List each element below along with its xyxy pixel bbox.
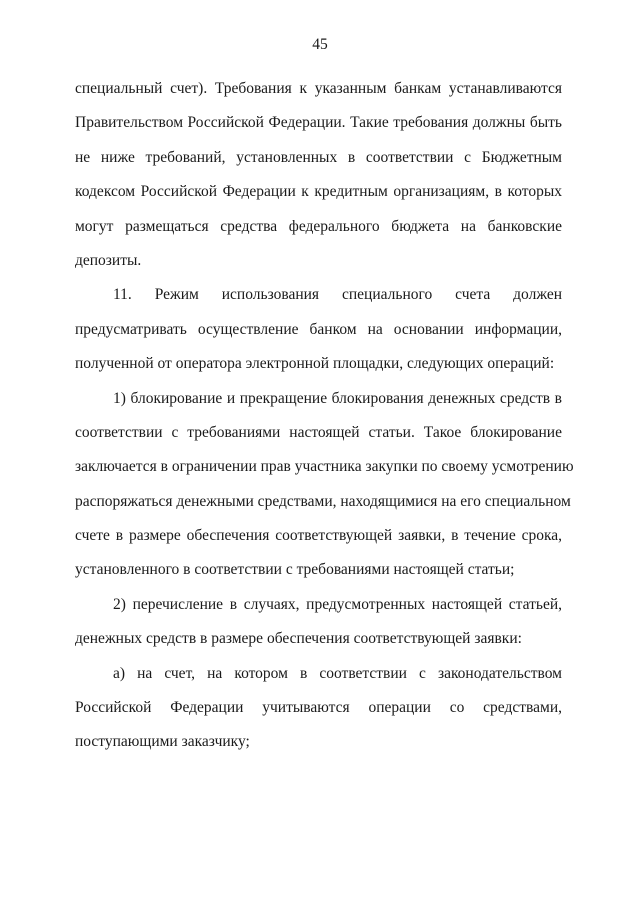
text-line: поступающими заказчику; (75, 733, 250, 751)
text-line: могут размещаться средства федерального бюджета на банковские (75, 217, 562, 235)
text-line: счете в размере обеспечения соответствующей заявки, в течение срока, (75, 527, 562, 545)
text-line: 11. Режим использования специального счета должен (113, 286, 562, 304)
text-line: Российской Федерации учитываются операции со средствами, (75, 699, 562, 717)
text-line: а) на счет, на котором в соответствии с законодательством (113, 664, 562, 682)
text-line: заключается в ограничении прав участника закупки по своему усмотрению (75, 458, 574, 476)
text-line: депозиты. (75, 251, 142, 269)
text-line: не ниже требований, установленных в соответствии с Бюджетным (75, 148, 562, 166)
text-line: 1) блокирование и прекращение блокирования денежных средств в (113, 389, 562, 407)
text-line: полученной от оператора электронной площадки, следующих операций: (75, 355, 555, 373)
text-line: 2) перечисление в случаях, предусмотренных настоящей статьей, (113, 595, 562, 613)
text-line: распоряжаться денежными средствами, находящимися на его специальном (75, 492, 571, 510)
text-line: кодексом Российской Федерации к кредитным организациям, в которых (75, 183, 562, 201)
text-line: специальный счет). Требования к указанным банкам устанавливаются (75, 80, 562, 97)
text-line: Правительством Российской Федерации. Такие требования должны быть (75, 114, 562, 132)
page-number: 45 (312, 36, 328, 53)
text-line: соответствии с требованиями настоящей статьи. Такое блокирование (75, 423, 562, 441)
document-body (75, 72, 574, 760)
text-line: денежных средств в размере обеспечения соответствующей заявки: (75, 630, 522, 648)
text-line: предусматривать осуществление банком на основании информации, (75, 320, 562, 338)
text-line: установленного в соответствии с требованиями настоящей статьи; (75, 561, 515, 579)
